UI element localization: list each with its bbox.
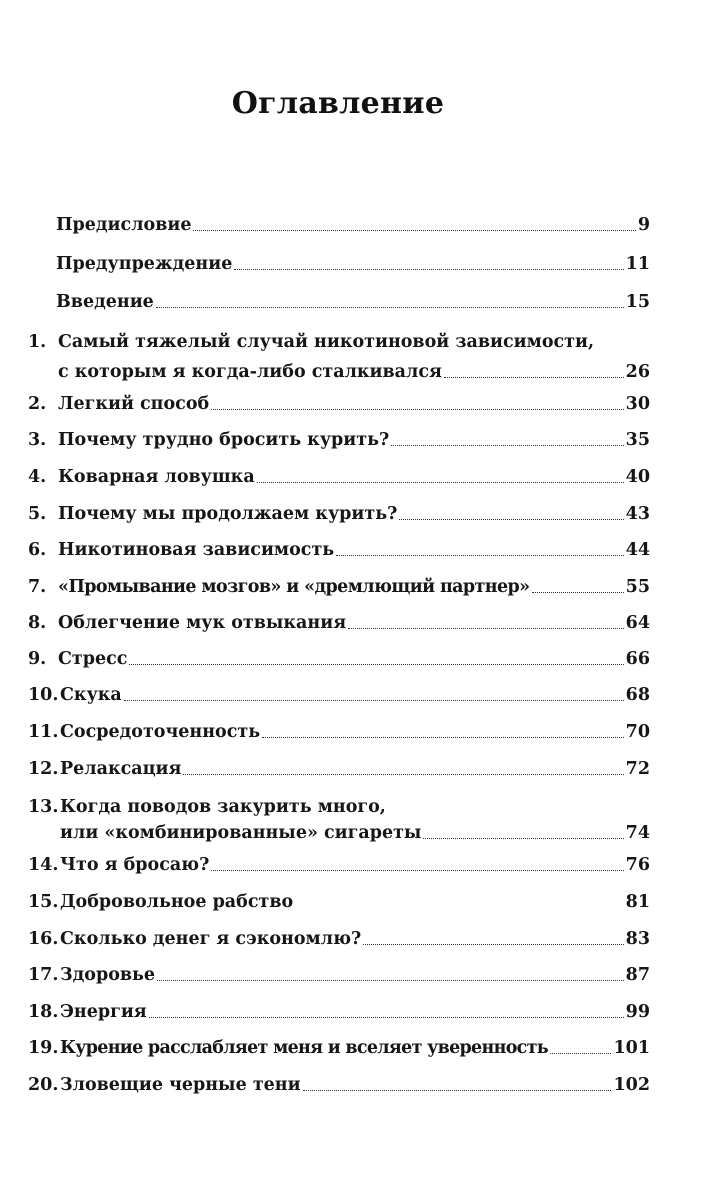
toc-entry-chapter-13[interactable] [28, 796, 650, 844]
toc-page-number: 72 [625, 759, 650, 779]
toc-page-number: 11 [625, 254, 650, 274]
toc-chapter-number: 11. [28, 722, 59, 742]
toc-page-number: 35 [625, 430, 650, 450]
toc-page-number: 40 [625, 467, 650, 487]
dot-leader [193, 230, 635, 231]
toc-chapter-number: 3. [28, 430, 47, 450]
dot-leader [532, 592, 624, 593]
toc-entry-chapter-6[interactable] [28, 539, 650, 561]
toc-chapter-number: 14. [28, 855, 59, 875]
toc-page-number: 30 [625, 394, 650, 414]
toc-entry-title: Почему мы продолжаем курить? [58, 504, 398, 524]
dot-leader [149, 1017, 624, 1018]
toc-entry-title-continued: или «комбинированные» сигареты [60, 823, 422, 843]
toc-entry-chapter-11[interactable] [28, 721, 650, 743]
dot-leader [211, 409, 623, 410]
toc-entry-chapter-17[interactable] [28, 964, 650, 986]
dot-leader [211, 870, 623, 871]
toc-entry-title-continued: с которым я когда-либо сталкивался [58, 362, 442, 382]
toc-page-number: 99 [625, 1002, 650, 1022]
toc-page-number: 55 [625, 577, 650, 597]
toc-page-number: 102 [613, 1075, 650, 1095]
toc-entry-title: «Промывание мозгов» и «дремлющий партнер» [58, 577, 530, 597]
toc-entry-chapter-8[interactable] [28, 612, 650, 634]
toc-chapter-number: 19. [28, 1038, 59, 1058]
page-title: Оглавление [231, 86, 445, 121]
toc-entry-chapter-18[interactable] [28, 1001, 650, 1023]
toc-entry-chapter-3[interactable] [28, 429, 650, 451]
toc-page-number: 76 [625, 855, 650, 875]
toc-page-number: 44 [625, 540, 650, 560]
dot-leader [444, 377, 624, 378]
toc-chapter-number: 9. [28, 649, 47, 669]
dot-leader [303, 1090, 612, 1091]
toc-entry-title: Стресс [58, 649, 128, 669]
dot-leader [262, 737, 624, 738]
toc-page-number: 101 [613, 1038, 650, 1058]
toc-entry-title: Зловещие черные тени [60, 1075, 301, 1095]
toc-entry-title: Никотиновая зависимость [58, 540, 335, 560]
toc-entry-title: Курение расслабляет меня и вселяет уверенность [60, 1038, 548, 1058]
toc-entry-chapter-7[interactable] [28, 576, 650, 598]
toc-chapter-number: 7. [28, 577, 47, 597]
toc-page-number: 43 [625, 504, 650, 524]
toc-page-number: 64 [625, 613, 650, 633]
toc-entry-title: Энергия [60, 1002, 147, 1022]
toc-page-number: 15 [625, 292, 650, 312]
dot-leader [363, 944, 623, 945]
toc-entry-title: Самый тяжелый случай никотиновой зависимости, [58, 332, 595, 352]
toc-page-number: 81 [625, 892, 650, 912]
dot-leader [183, 774, 623, 775]
toc-entry-chapter-14[interactable] [28, 854, 650, 876]
dot-leader [157, 980, 624, 981]
toc-entry-chapter-4[interactable] [28, 466, 650, 488]
toc-chapter-number: 8. [28, 613, 47, 633]
toc-entry-title: Коварная ловушка [58, 467, 255, 487]
dot-leader [391, 445, 623, 446]
toc-page-number: 66 [625, 649, 650, 669]
toc-entry-title: Предисловие [56, 215, 192, 235]
dot-leader [156, 307, 624, 308]
toc-chapter-number: 2. [28, 394, 47, 414]
toc-entry-warning[interactable] [56, 253, 650, 275]
toc-chapter-number: 12. [28, 759, 59, 779]
dot-leader [257, 482, 624, 483]
toc-chapter-number: 6. [28, 540, 47, 560]
toc-entry-title: Здоровье [60, 965, 156, 985]
toc-entry-chapter-2[interactable] [28, 393, 650, 415]
toc-entry-introduction[interactable] [56, 291, 650, 313]
toc-entry-preface[interactable] [56, 214, 650, 236]
toc-entry-chapter-12[interactable] [28, 758, 650, 780]
toc-chapter-number: 16. [28, 929, 59, 949]
toc-entry-chapter-5[interactable] [28, 503, 650, 525]
toc-chapter-number: 4. [28, 467, 47, 487]
toc-entry-chapter-10[interactable] [28, 684, 650, 706]
dot-leader [234, 269, 623, 270]
toc-entry-title: Когда поводов закурить много, [60, 797, 386, 817]
toc-chapter-number: 10. [28, 685, 59, 705]
dot-leader [550, 1053, 612, 1054]
toc-entry-title: Добровольное рабство [60, 892, 294, 912]
toc-entry-title: Предупреждение [56, 254, 233, 274]
toc-entry-chapter-9[interactable] [28, 648, 650, 670]
toc-page-number: 87 [625, 965, 650, 985]
toc-entry-title: Введение [56, 292, 154, 312]
toc-entry-chapter-16[interactable] [28, 928, 650, 950]
toc-entry-title: Сколько денег я сэкономлю? [60, 929, 362, 949]
toc-page-number: 74 [625, 823, 650, 843]
dot-leader [336, 555, 623, 556]
toc-page-number: 9 [637, 215, 650, 235]
toc-entry-title: Легкий способ [58, 394, 210, 414]
toc-chapter-number: 13. [28, 797, 59, 817]
toc-chapter-number: 17. [28, 965, 59, 985]
toc-chapter-number: 20. [28, 1075, 59, 1095]
toc-entry-title: Облегчение мук отвыкания [58, 613, 347, 633]
toc-entry-title: Релаксация [60, 759, 182, 779]
dot-leader [124, 700, 624, 701]
toc-page-number: 70 [625, 722, 650, 742]
toc-entry-title: Сосредоточенность [60, 722, 261, 742]
toc-chapter-number: 1. [28, 332, 47, 352]
toc-entry-title: Что я бросаю? [60, 855, 210, 875]
toc-page-number: 68 [625, 685, 650, 705]
toc-entry-title: Скука [60, 685, 122, 705]
toc-chapter-number: 5. [28, 504, 47, 524]
toc-page-number: 26 [625, 362, 650, 382]
dot-leader [423, 838, 623, 839]
toc-entry-chapter-1[interactable] [28, 331, 650, 383]
dot-leader [129, 664, 623, 665]
toc-chapter-number: 18. [28, 1002, 59, 1022]
toc-entry-title: Почему трудно бросить курить? [58, 430, 390, 450]
dot-leader [399, 519, 623, 520]
toc-page-number: 83 [625, 929, 650, 949]
toc-chapter-number: 15. [28, 892, 59, 912]
dot-leader [348, 628, 624, 629]
toc-entry-chapter-15[interactable] [28, 891, 650, 913]
toc-entry-chapter-19[interactable] [28, 1037, 650, 1059]
toc-entry-chapter-20[interactable] [28, 1074, 650, 1096]
